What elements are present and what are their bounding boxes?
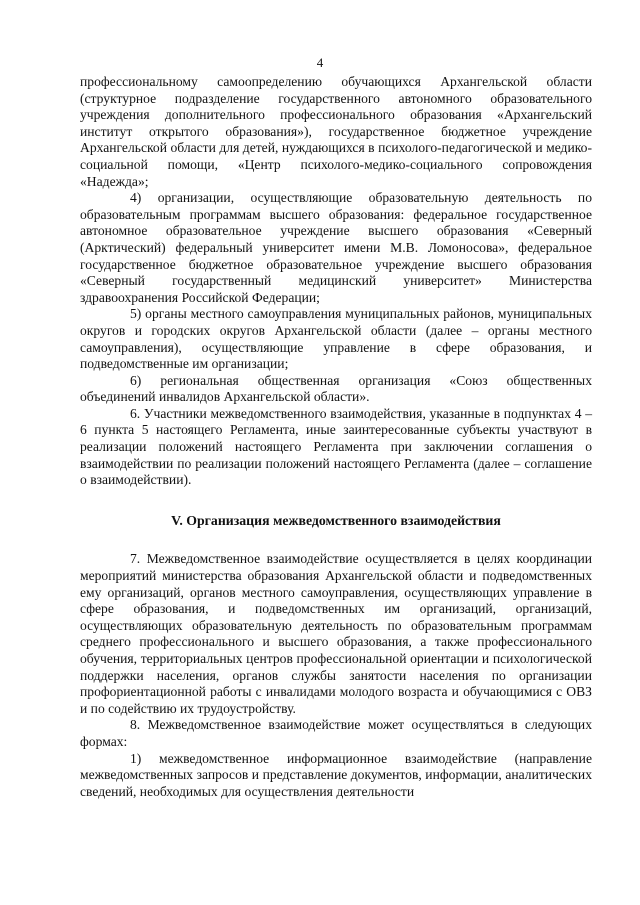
paragraph-point-8: 8. Межведомственное взаимодействие может осуществляться в следующих формах:	[80, 717, 592, 749]
paragraph-item-6: 6) региональная общественная организация «Союз общественных объединений инвалидов Архангельской области».	[80, 372, 592, 405]
paragraph-form-1: 1) межведомственное информационное взаимодействие (направление межведомственных запросов и представление документов, информации, аналитических сведений, необходимых для осуществления деятельности	[80, 750, 592, 799]
section-title: V. Организация межведомственного взаимодействия	[171, 512, 501, 528]
paragraph-point-7: 7. Межведомственное взаимодействие осуществляется в целях координации мероприятий министерства образования Архангельской области и подведомственных ему организаций, органов местного самоуправления, осуществляющих управление в сфере образования, и подведомственных им организаций, организаций, осуществляющих образовательную деятельность по образовательным программам среднего профессионального и высшего образования, а также профессионального обучения, территориальных центров профессиональной ориентации и психологической поддержки населения, органов службы занятости населения по организации профориентационной работы с инвалидами молодого возраста и обучающимися с ОВЗ и по содействию их трудоустройству.	[80, 551, 592, 716]
paragraph-item-5: 5) органы местного самоуправления муниципальных районов, муниципальных округов и городских округов Архангельской области (далее – органы местного самоуправления), осуществляющие управление в сфере образования, и подведомственные им организации;	[80, 306, 592, 372]
paragraph-point-6: 6. Участники межведомственного взаимодействия, указанные в подпунктах 4 – 6 пункта 5 настоящего Регламента, иные заинтересованные субъекты участвуют в реализации положений настоящего Регламента при заключении соглашения о взаимодействии по реализации положений настоящего Регламента (далее – соглашение о взаимодействии).	[80, 405, 592, 488]
document-body	[80, 74, 592, 800]
page-number: 4	[316, 55, 324, 70]
paragraph-item-4: 4) организации, осуществляющие образовательную деятельность по образовательным программам высшего образования: федеральное государственное автономное образовательное учреждение высшего образования «Северный (Арктический) федеральный университет имени М.В. Ломоносова», федеральное государственное бюджетное образовательное учреждение высшего образования «Северный государственный медицинский университет» Министерства здравоохранения Российской Федерации;	[80, 190, 592, 305]
paragraph-continuation: профессиональному самоопределению обучающихся Архангельской области (структурное подразделение государственного автономного образовательного учреждения дополнительного профессионального образования «Архангельский институт открытого образования»), государственное бюджетное учреждение Архангельской области для детей, нуждающихся в психолого-педагогической и медико-социальной помощи, «Центр психолого-медико-социального сопровождения «Надежда»;	[80, 74, 592, 189]
